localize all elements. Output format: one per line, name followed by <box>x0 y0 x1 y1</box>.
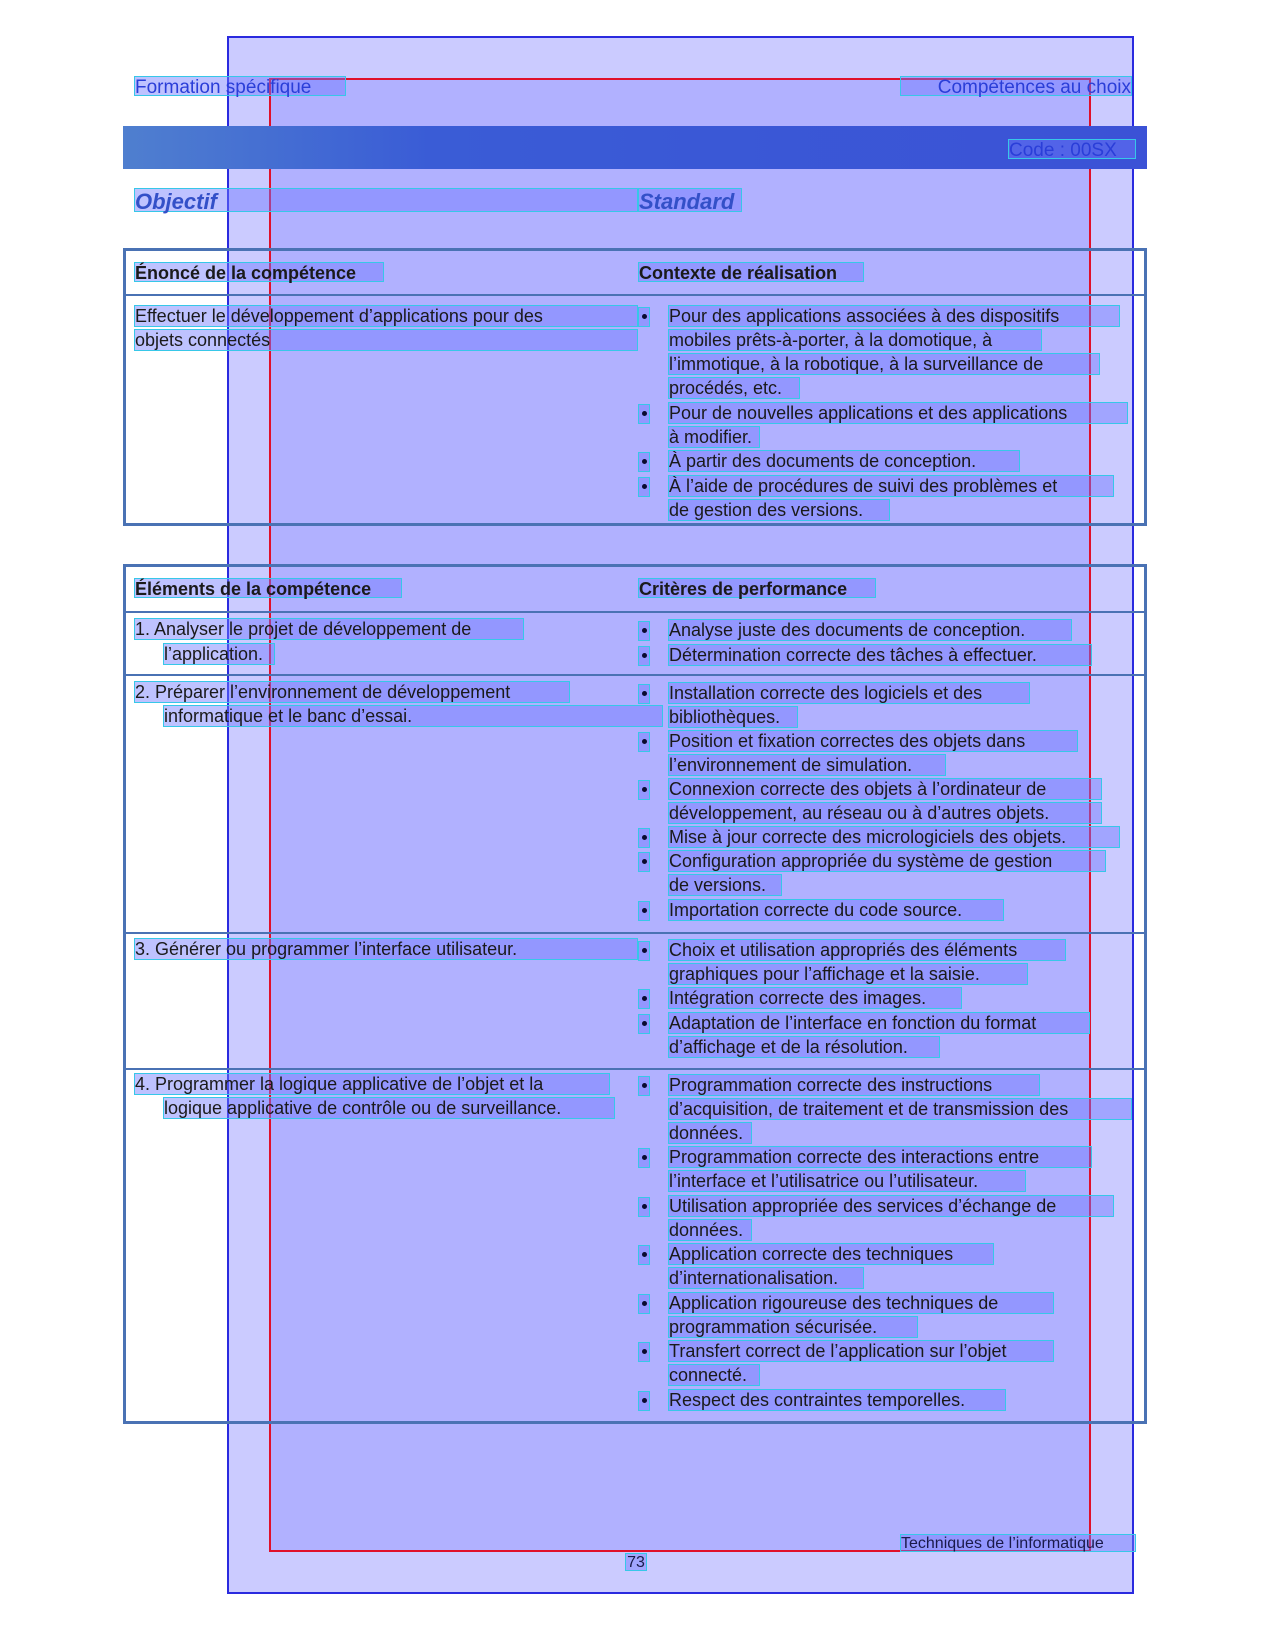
element-line: l’application. <box>163 643 275 665</box>
context-line: de gestion des versions. <box>668 499 890 521</box>
bullet-icon <box>638 1294 650 1314</box>
header-section-title: Formation spécifique <box>134 76 346 96</box>
objectif-label: Objectif <box>134 188 638 212</box>
bullet-icon <box>638 477 650 497</box>
footer-program-name: Techniques de l’informatique <box>900 1534 1136 1552</box>
criterion-line: Utilisation appropriée des services d’échange de <box>668 1195 1114 1217</box>
element-line: informatique et le banc d’essai. <box>163 705 663 727</box>
criterion-line: Intégration correcte des images. <box>668 987 962 1009</box>
table-divider <box>126 294 1144 296</box>
bullet-icon <box>638 646 650 666</box>
statement-header: Énoncé de la compétence <box>134 262 384 282</box>
table-divider <box>126 611 1144 613</box>
criteria-header: Critères de performance <box>638 578 876 598</box>
standard-label: Standard <box>638 188 742 212</box>
table-divider <box>126 1068 1144 1070</box>
bullet-icon <box>638 404 650 424</box>
criterion-line: d’affichage et de la résolution. <box>668 1036 940 1058</box>
competency-code: Code : 00SX <box>1008 139 1136 159</box>
context-line: Pour des applications associées à des dispositifs <box>668 305 1120 327</box>
criterion-line: d’acquisition, de traitement et de transmission des <box>668 1098 1132 1120</box>
statement-line: Effectuer le développement d’applications pour des <box>134 305 638 327</box>
criterion-line: Position et fixation correctes des objets dans <box>668 730 1078 752</box>
bullet-icon <box>638 828 650 848</box>
context-line: Pour de nouvelles applications et des applications <box>668 402 1128 424</box>
context-line: procédés, etc. <box>668 377 800 399</box>
statement-line: objets connectés <box>134 329 638 351</box>
criterion-line: Choix et utilisation appropriés des éléments <box>668 939 1066 961</box>
criterion-line: d’internationalisation. <box>668 1267 864 1289</box>
bullet-icon <box>638 780 650 800</box>
element-line: 1. Analyser le projet de développement de <box>134 618 524 640</box>
table-divider <box>126 674 1144 676</box>
criterion-line: Adaptation de l’interface en fonction du format <box>668 1012 1090 1034</box>
criterion-line: connecté. <box>668 1364 760 1386</box>
criterion-line: Installation correcte des logiciels et des <box>668 682 1030 704</box>
element-line: logique applicative de contrôle ou de surveillance. <box>163 1097 615 1119</box>
criterion-line: données. <box>668 1122 752 1144</box>
criterion-line: l’interface et l’utilisatrice ou l’utilisateur. <box>668 1170 1026 1192</box>
criterion-line: programmation sécurisée. <box>668 1316 918 1338</box>
context-header: Contexte de réalisation <box>638 262 864 282</box>
criterion-line: l’environnement de simulation. <box>668 754 946 776</box>
bullet-icon <box>638 989 650 1009</box>
bullet-icon <box>638 452 650 472</box>
context-line: À l’aide de procédures de suivi des problèmes et <box>668 475 1114 497</box>
context-line: mobiles prêts-à-porter, à la domotique, à <box>668 329 1042 351</box>
context-line: l’immotique, à la robotique, à la surveillance de <box>668 353 1100 375</box>
criterion-line: Détermination correcte des tâches à effectuer. <box>668 644 1092 666</box>
header-category-title: Compétences au choix <box>900 76 1132 96</box>
element-line: 2. Préparer l’environnement de développement <box>134 681 570 703</box>
criterion-line: développement, au réseau ou à d’autres objets. <box>668 802 1102 824</box>
criterion-line: Application correcte des techniques <box>668 1243 994 1265</box>
bullet-icon <box>638 307 650 327</box>
criterion-line: Configuration appropriée du système de gestion <box>668 850 1106 872</box>
bullet-icon <box>638 732 650 752</box>
bullet-icon <box>638 852 650 872</box>
elements-header: Éléments de la compétence <box>134 578 402 598</box>
bullet-icon <box>638 941 650 961</box>
criterion-line: Programmation correcte des instructions <box>668 1074 1040 1096</box>
table-divider <box>126 932 1144 934</box>
criterion-line: bibliothèques. <box>668 706 798 728</box>
criterion-line: données. <box>668 1219 752 1241</box>
context-line: À partir des documents de conception. <box>668 450 1020 472</box>
header-band <box>123 126 1147 169</box>
bullet-icon <box>638 1245 650 1265</box>
criterion-line: Transfert correct de l’application sur l’objet <box>668 1340 1054 1362</box>
criterion-line: Connexion correcte des objets à l’ordinateur de <box>668 778 1102 800</box>
criterion-line: Mise à jour correcte des micrologiciels des objets. <box>668 826 1120 848</box>
criterion-line: de versions. <box>668 874 782 896</box>
criterion-line: Importation correcte du code source. <box>668 899 1004 921</box>
bullet-icon <box>638 1342 650 1362</box>
criterion-line: Respect des contraintes temporelles. <box>668 1389 1006 1411</box>
bullet-icon <box>638 684 650 704</box>
criterion-line: Analyse juste des documents de conception. <box>668 619 1072 641</box>
bullet-icon <box>638 1148 650 1168</box>
criterion-line: graphiques pour l’affichage et la saisie. <box>668 963 1028 985</box>
element-line: 3. Générer ou programmer l’interface utilisateur. <box>134 938 638 960</box>
bullet-icon <box>638 1076 650 1096</box>
bullet-icon <box>638 901 650 921</box>
criterion-line: Application rigoureuse des techniques de <box>668 1292 1054 1314</box>
bullet-icon <box>638 1197 650 1217</box>
criterion-line: Programmation correcte des interactions entre <box>668 1146 1092 1168</box>
bullet-icon <box>638 1014 650 1034</box>
bullet-icon <box>638 1391 650 1411</box>
context-line: à modifier. <box>668 426 760 448</box>
page-number: 73 <box>625 1553 647 1571</box>
bullet-icon <box>638 621 650 641</box>
element-line: 4. Programmer la logique applicative de l’objet et la <box>134 1073 610 1095</box>
